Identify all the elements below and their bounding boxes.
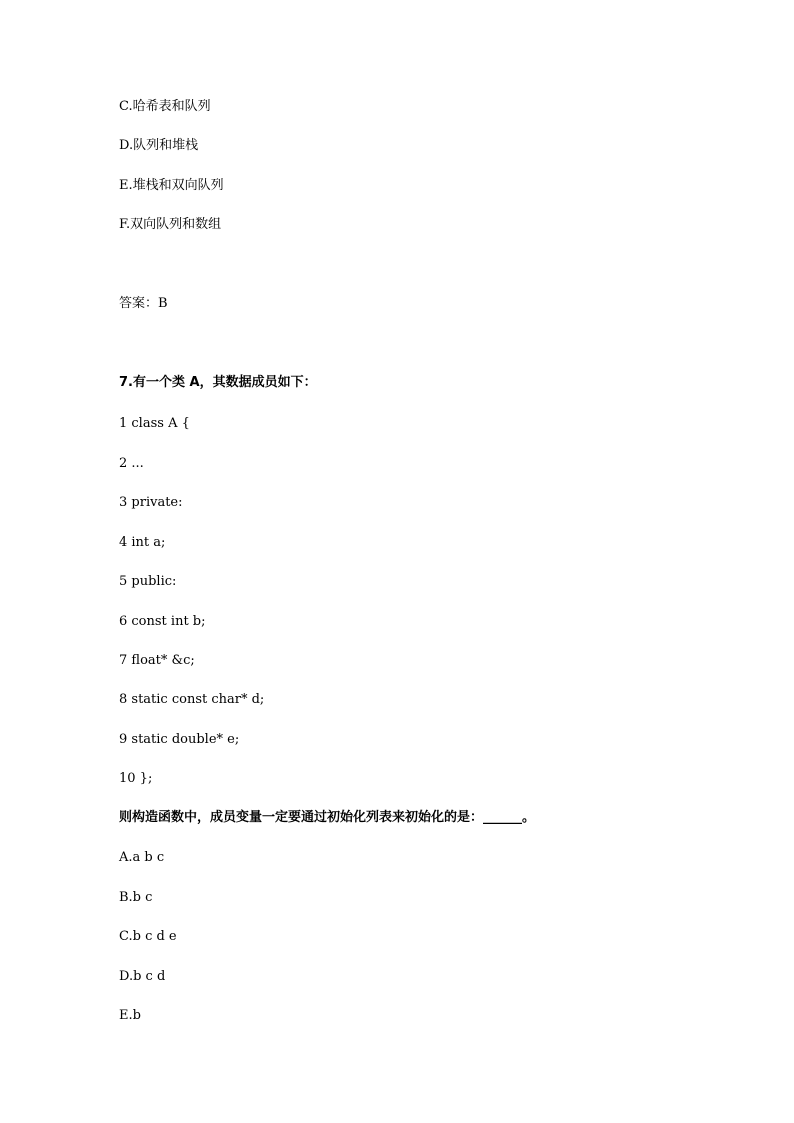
code-line: 7 float* &c; (119, 653, 195, 668)
option-b: B.b c (119, 890, 153, 905)
option-c: C.哈希表和队列 (119, 99, 211, 114)
code-line: 5 public: (119, 574, 177, 589)
code-line: 2 ... (119, 456, 144, 471)
option-e: E.堆栈和双向队列 (119, 178, 224, 193)
option-d: D.b c d (119, 969, 166, 984)
option-d: D.队列和堆栈 (119, 138, 199, 153)
option-a: A.a b c (119, 850, 165, 865)
option-e: E.b (119, 1008, 141, 1023)
code-line: 10 }; (119, 771, 153, 786)
option-c: C.b c d e (119, 929, 177, 944)
code-line: 6 const int b; (119, 614, 206, 629)
question-prompt: 则构造函数中，成员变量一定要通过初始化列表来初始化的是：______。 (119, 810, 536, 825)
code-line: 3 private: (119, 495, 183, 510)
question-title: 7.有一个类 A，其数据成员如下： (119, 375, 317, 390)
code-line: 8 static const char* d; (119, 692, 265, 707)
answer-text: 答案：B (119, 296, 168, 311)
option-f: F.双向队列和数组 (119, 217, 222, 232)
code-line: 4 int a; (119, 535, 166, 550)
code-line: 1 class A { (119, 416, 190, 431)
code-line: 9 static double* e; (119, 732, 240, 747)
